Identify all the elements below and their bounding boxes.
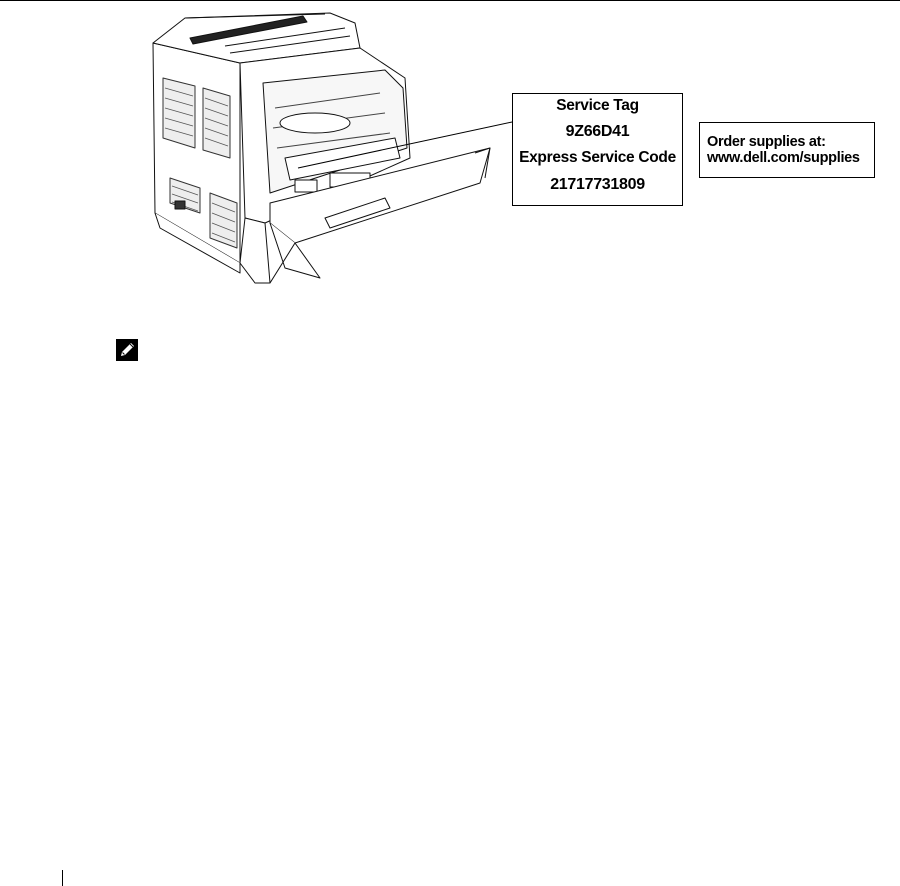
order-supplies-label (699, 122, 875, 178)
top-rule (0, 0, 900, 1)
printer-illustration (145, 8, 515, 293)
express-service-code-title: Express Service Code (519, 149, 676, 166)
page-footer-marker (62, 870, 63, 886)
order-supplies-url: www.dell.com/supplies (707, 150, 860, 166)
service-tag-label (512, 93, 683, 206)
note-pencil-icon (116, 339, 138, 361)
order-supplies-line1: Order supplies at: (707, 134, 826, 150)
express-service-code-value: 21717731809 (550, 176, 645, 193)
service-tag-title: Service Tag (556, 97, 639, 114)
service-tag-value: 9Z66D41 (565, 123, 630, 140)
